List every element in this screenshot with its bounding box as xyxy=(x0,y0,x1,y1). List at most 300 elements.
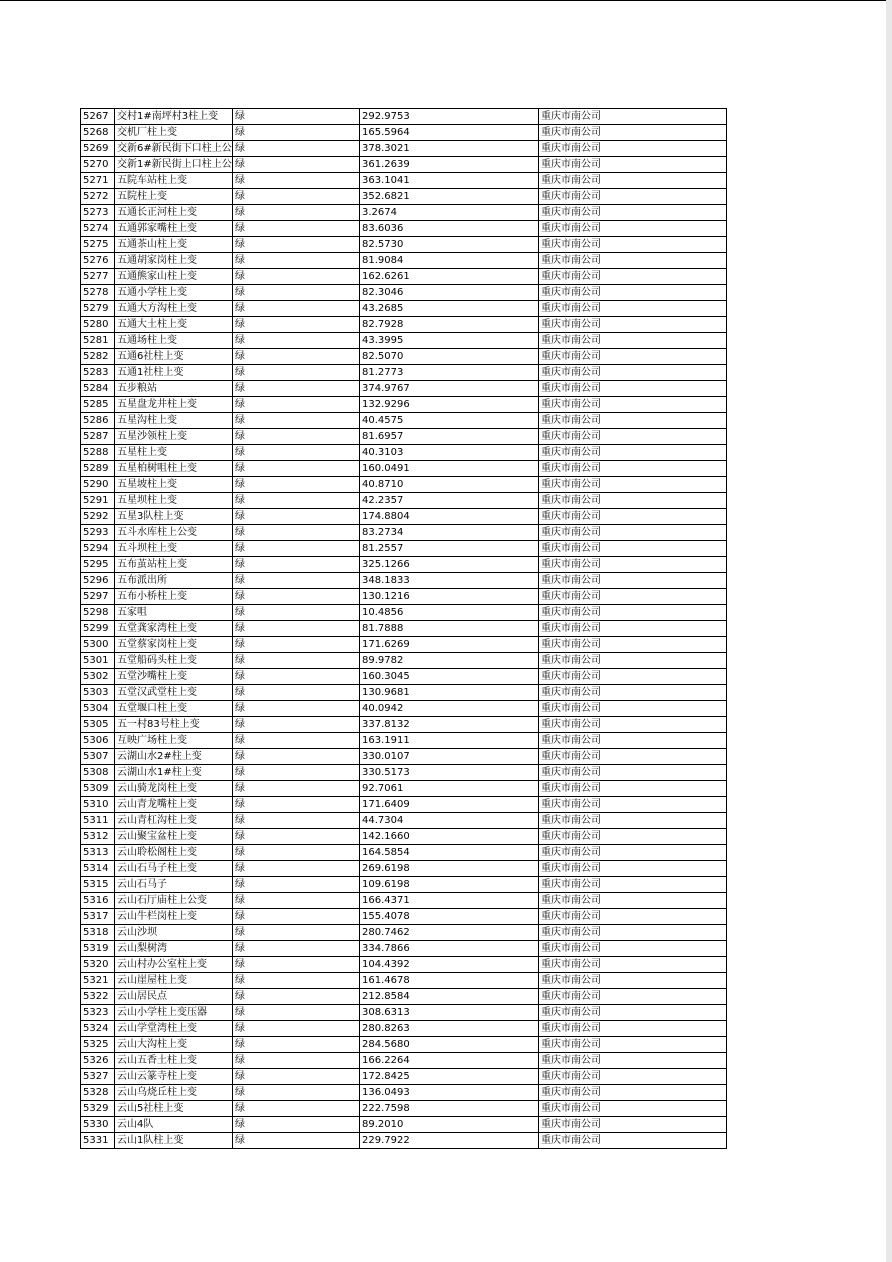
row-id-cell: 5294 xyxy=(81,541,115,557)
status-cell: 绿 xyxy=(233,749,360,765)
value-cell: 92.7061 xyxy=(360,781,539,797)
row-id-cell: 5303 xyxy=(81,685,115,701)
company-cell: 重庆市南公司 xyxy=(539,813,727,829)
value-cell: 361.2639 xyxy=(360,157,539,173)
table-row xyxy=(81,637,727,653)
station-name-cell: 云山1队柱上变 xyxy=(115,1133,233,1149)
table-row xyxy=(81,349,727,365)
table-row xyxy=(81,205,727,221)
value-cell: 363.1041 xyxy=(360,173,539,189)
company-cell: 重庆市南公司 xyxy=(539,285,727,301)
status-cell: 绿 xyxy=(233,1085,360,1101)
status-cell: 绿 xyxy=(233,173,360,189)
value-cell: 337.8132 xyxy=(360,717,539,733)
table-row xyxy=(81,301,727,317)
status-cell: 绿 xyxy=(233,365,360,381)
value-cell: 82.3046 xyxy=(360,285,539,301)
top-border-line xyxy=(0,0,892,1)
company-cell: 重庆市南公司 xyxy=(539,317,727,333)
table-row xyxy=(81,1037,727,1053)
row-id-cell: 5319 xyxy=(81,941,115,957)
row-id-cell: 5313 xyxy=(81,845,115,861)
table-row xyxy=(81,653,727,669)
company-cell: 重庆市南公司 xyxy=(539,893,727,909)
company-cell: 重庆市南公司 xyxy=(539,525,727,541)
status-cell: 绿 xyxy=(233,1037,360,1053)
status-cell: 绿 xyxy=(233,765,360,781)
table-row xyxy=(81,781,727,797)
value-cell: 81.9084 xyxy=(360,253,539,269)
company-cell: 重庆市南公司 xyxy=(539,157,727,173)
row-id-cell: 5308 xyxy=(81,765,115,781)
table-row xyxy=(81,173,727,189)
company-cell: 重庆市南公司 xyxy=(539,365,727,381)
company-cell: 重庆市南公司 xyxy=(539,733,727,749)
table-row xyxy=(81,1133,727,1149)
company-cell: 重庆市南公司 xyxy=(539,605,727,621)
station-name-cell: 云山石厅庙柱上公变 xyxy=(115,893,233,909)
station-name-cell: 云山居民点 xyxy=(115,989,233,1005)
company-cell: 重庆市南公司 xyxy=(539,765,727,781)
row-id-cell: 5292 xyxy=(81,509,115,525)
station-name-cell: 云山牛栏岗柱上变 xyxy=(115,909,233,925)
company-cell: 重庆市南公司 xyxy=(539,253,727,269)
row-id-cell: 5288 xyxy=(81,445,115,461)
table-row xyxy=(81,973,727,989)
status-cell: 绿 xyxy=(233,189,360,205)
value-cell: 160.0491 xyxy=(360,461,539,477)
value-cell: 280.7462 xyxy=(360,925,539,941)
row-id-cell: 5322 xyxy=(81,989,115,1005)
row-id-cell: 5269 xyxy=(81,141,115,157)
station-name-cell: 五通大方沟柱上变 xyxy=(115,301,233,317)
station-name-cell: 五星沟柱上变 xyxy=(115,413,233,429)
status-cell: 绿 xyxy=(233,413,360,429)
station-name-cell: 云山石马子 xyxy=(115,877,233,893)
station-name-cell: 五星柏树咀柱上变 xyxy=(115,461,233,477)
company-cell: 重庆市南公司 xyxy=(539,557,727,573)
station-name-cell: 五星盘龙井柱上变 xyxy=(115,397,233,413)
table-row xyxy=(81,717,727,733)
value-cell: 348.1833 xyxy=(360,573,539,589)
table-row xyxy=(81,541,727,557)
row-id-cell: 5318 xyxy=(81,925,115,941)
company-cell: 重庆市南公司 xyxy=(539,189,727,205)
table-row xyxy=(81,1021,727,1037)
table-row xyxy=(81,669,727,685)
row-id-cell: 5327 xyxy=(81,1069,115,1085)
table-row xyxy=(81,605,727,621)
table-row xyxy=(81,429,727,445)
company-cell: 重庆市南公司 xyxy=(539,781,727,797)
company-cell: 重庆市南公司 xyxy=(539,493,727,509)
status-cell: 绿 xyxy=(233,573,360,589)
row-id-cell: 5314 xyxy=(81,861,115,877)
company-cell: 重庆市南公司 xyxy=(539,829,727,845)
value-cell: 83.2734 xyxy=(360,525,539,541)
table-row xyxy=(81,269,727,285)
value-cell: 40.3103 xyxy=(360,445,539,461)
value-cell: 325.1266 xyxy=(360,557,539,573)
table-row xyxy=(81,109,727,125)
table-row xyxy=(81,381,727,397)
value-cell: 378.3021 xyxy=(360,141,539,157)
station-name-cell: 云山小学柱上变压器 xyxy=(115,1005,233,1021)
status-cell: 绿 xyxy=(233,237,360,253)
company-cell: 重庆市南公司 xyxy=(539,1133,727,1149)
value-cell: 171.6269 xyxy=(360,637,539,653)
row-id-cell: 5297 xyxy=(81,589,115,605)
value-cell: 165.5964 xyxy=(360,125,539,141)
company-cell: 重庆市南公司 xyxy=(539,477,727,493)
status-cell: 绿 xyxy=(233,221,360,237)
table-row xyxy=(81,285,727,301)
status-cell: 绿 xyxy=(233,909,360,925)
row-id-cell: 5323 xyxy=(81,1005,115,1021)
company-cell: 重庆市南公司 xyxy=(539,797,727,813)
row-id-cell: 5287 xyxy=(81,429,115,445)
table-row xyxy=(81,941,727,957)
company-cell: 重庆市南公司 xyxy=(539,429,727,445)
table-row xyxy=(81,445,727,461)
value-cell: 284.5680 xyxy=(360,1037,539,1053)
station-name-cell: 五步粮站 xyxy=(115,381,233,397)
status-cell: 绿 xyxy=(233,861,360,877)
status-cell: 绿 xyxy=(233,157,360,173)
company-cell: 重庆市南公司 xyxy=(539,1101,727,1117)
table-row xyxy=(81,925,727,941)
station-name-cell: 五布小桥柱上变 xyxy=(115,589,233,605)
station-name-cell: 五通场柱上变 xyxy=(115,333,233,349)
company-cell: 重庆市南公司 xyxy=(539,1053,727,1069)
station-name-cell: 五堂汉武堂柱上变 xyxy=(115,685,233,701)
station-name-cell: 五星柱上变 xyxy=(115,445,233,461)
row-id-cell: 5279 xyxy=(81,301,115,317)
station-name-cell: 交村1#南坪村3柱上变 xyxy=(115,109,233,125)
company-cell: 重庆市南公司 xyxy=(539,301,727,317)
company-cell: 重庆市南公司 xyxy=(539,669,727,685)
table-row xyxy=(81,557,727,573)
row-id-cell: 5267 xyxy=(81,109,115,125)
company-cell: 重庆市南公司 xyxy=(539,381,727,397)
station-name-cell: 五院柱上变 xyxy=(115,189,233,205)
status-cell: 绿 xyxy=(233,717,360,733)
table-row xyxy=(81,733,727,749)
table-row xyxy=(81,797,727,813)
company-cell: 重庆市南公司 xyxy=(539,957,727,973)
row-id-cell: 5309 xyxy=(81,781,115,797)
company-cell: 重庆市南公司 xyxy=(539,445,727,461)
value-cell: 130.1216 xyxy=(360,589,539,605)
station-name-cell: 云山青龙嘴柱上变 xyxy=(115,797,233,813)
table-row xyxy=(81,573,727,589)
station-name-cell: 互映广场柱上变 xyxy=(115,733,233,749)
station-name-cell: 云山4队 xyxy=(115,1117,233,1133)
table-row xyxy=(81,525,727,541)
row-id-cell: 5272 xyxy=(81,189,115,205)
station-name-cell: 云山学堂湾柱上变 xyxy=(115,1021,233,1037)
status-cell: 绿 xyxy=(233,125,360,141)
value-cell: 81.2773 xyxy=(360,365,539,381)
value-cell: 40.8710 xyxy=(360,477,539,493)
value-cell: 374.9767 xyxy=(360,381,539,397)
row-id-cell: 5271 xyxy=(81,173,115,189)
station-name-cell: 五布派出所 xyxy=(115,573,233,589)
company-cell: 重庆市南公司 xyxy=(539,1069,727,1085)
station-name-cell: 交机厂柱上变 xyxy=(115,125,233,141)
company-cell: 重庆市南公司 xyxy=(539,989,727,1005)
value-cell: 109.6198 xyxy=(360,877,539,893)
status-cell: 绿 xyxy=(233,1069,360,1085)
status-cell: 绿 xyxy=(233,973,360,989)
table-row xyxy=(81,829,727,845)
value-cell: 82.7928 xyxy=(360,317,539,333)
station-name-cell: 云山云篆寺柱上变 xyxy=(115,1069,233,1085)
station-name-cell: 云山大沟柱上变 xyxy=(115,1037,233,1053)
value-cell: 292.9753 xyxy=(360,109,539,125)
table-row xyxy=(81,141,727,157)
value-cell: 42.2357 xyxy=(360,493,539,509)
row-id-cell: 5270 xyxy=(81,157,115,173)
row-id-cell: 5317 xyxy=(81,909,115,925)
company-cell: 重庆市南公司 xyxy=(539,621,727,637)
company-cell: 重庆市南公司 xyxy=(539,925,727,941)
status-cell: 绿 xyxy=(233,445,360,461)
table-row xyxy=(81,989,727,1005)
value-cell: 334.7866 xyxy=(360,941,539,957)
status-cell: 绿 xyxy=(233,653,360,669)
company-cell: 重庆市南公司 xyxy=(539,637,727,653)
row-id-cell: 5282 xyxy=(81,349,115,365)
company-cell: 重庆市南公司 xyxy=(539,909,727,925)
value-cell: 43.2685 xyxy=(360,301,539,317)
station-name-cell: 云山五香土柱上变 xyxy=(115,1053,233,1069)
station-name-cell: 五斗坝柱上变 xyxy=(115,541,233,557)
value-cell: 352.6821 xyxy=(360,189,539,205)
status-cell: 绿 xyxy=(233,797,360,813)
value-cell: 330.0107 xyxy=(360,749,539,765)
table-row xyxy=(81,589,727,605)
table-row xyxy=(81,685,727,701)
table-row xyxy=(81,1005,727,1021)
status-cell: 绿 xyxy=(233,333,360,349)
table-row xyxy=(81,957,727,973)
company-cell: 重庆市南公司 xyxy=(539,653,727,669)
company-cell: 重庆市南公司 xyxy=(539,701,727,717)
table-row xyxy=(81,1101,727,1117)
row-id-cell: 5285 xyxy=(81,397,115,413)
station-name-cell: 五星沙领柱上变 xyxy=(115,429,233,445)
status-cell: 绿 xyxy=(233,301,360,317)
row-id-cell: 5276 xyxy=(81,253,115,269)
row-id-cell: 5268 xyxy=(81,125,115,141)
table-row xyxy=(81,237,727,253)
status-cell: 绿 xyxy=(233,845,360,861)
value-cell: 40.0942 xyxy=(360,701,539,717)
table-row xyxy=(81,861,727,877)
value-cell: 164.5854 xyxy=(360,845,539,861)
table-row xyxy=(81,461,727,477)
data-table xyxy=(80,108,727,1149)
status-cell: 绿 xyxy=(233,317,360,333)
company-cell: 重庆市南公司 xyxy=(539,333,727,349)
table-row xyxy=(81,1069,727,1085)
row-id-cell: 5320 xyxy=(81,957,115,973)
station-name-cell: 云山梨树湾 xyxy=(115,941,233,957)
row-id-cell: 5316 xyxy=(81,893,115,909)
status-cell: 绿 xyxy=(233,509,360,525)
company-cell: 重庆市南公司 xyxy=(539,205,727,221)
station-name-cell: 五通1社柱上变 xyxy=(115,365,233,381)
value-cell: 161.4678 xyxy=(360,973,539,989)
status-cell: 绿 xyxy=(233,957,360,973)
table-row xyxy=(81,221,727,237)
station-name-cell: 五通6社柱上变 xyxy=(115,349,233,365)
row-id-cell: 5307 xyxy=(81,749,115,765)
company-cell: 重庆市南公司 xyxy=(539,1037,727,1053)
value-cell: 229.7922 xyxy=(360,1133,539,1149)
company-cell: 重庆市南公司 xyxy=(539,541,727,557)
value-cell: 82.5730 xyxy=(360,237,539,253)
table-row xyxy=(81,125,727,141)
status-cell: 绿 xyxy=(233,109,360,125)
value-cell: 3.2674 xyxy=(360,205,539,221)
status-cell: 绿 xyxy=(233,525,360,541)
company-cell: 重庆市南公司 xyxy=(539,461,727,477)
value-cell: 280.8263 xyxy=(360,1021,539,1037)
station-name-cell: 五通茶山柱上变 xyxy=(115,237,233,253)
station-name-cell: 五通大土柱上变 xyxy=(115,317,233,333)
station-name-cell: 五院车站柱上变 xyxy=(115,173,233,189)
table-row xyxy=(81,701,727,717)
station-name-cell: 云山沙坝 xyxy=(115,925,233,941)
company-cell: 重庆市南公司 xyxy=(539,1021,727,1037)
status-cell: 绿 xyxy=(233,253,360,269)
company-cell: 重庆市南公司 xyxy=(539,589,727,605)
value-cell: 40.4575 xyxy=(360,413,539,429)
value-cell: 130.9681 xyxy=(360,685,539,701)
company-cell: 重庆市南公司 xyxy=(539,141,727,157)
company-cell: 重庆市南公司 xyxy=(539,221,727,237)
value-cell: 212.8584 xyxy=(360,989,539,1005)
status-cell: 绿 xyxy=(233,141,360,157)
table-row xyxy=(81,877,727,893)
value-cell: 132.9296 xyxy=(360,397,539,413)
row-id-cell: 5310 xyxy=(81,797,115,813)
table-row xyxy=(81,477,727,493)
table-row xyxy=(81,189,727,205)
row-id-cell: 5280 xyxy=(81,317,115,333)
station-name-cell: 云山崖屋柱上变 xyxy=(115,973,233,989)
row-id-cell: 5289 xyxy=(81,461,115,477)
table-row xyxy=(81,509,727,525)
row-id-cell: 5331 xyxy=(81,1133,115,1149)
station-name-cell: 云山乌烧丘柱上变 xyxy=(115,1085,233,1101)
row-id-cell: 5277 xyxy=(81,269,115,285)
station-name-cell: 五堂蔡家岗柱上变 xyxy=(115,637,233,653)
station-name-cell: 云山5社柱上变 xyxy=(115,1101,233,1117)
row-id-cell: 5295 xyxy=(81,557,115,573)
status-cell: 绿 xyxy=(233,477,360,493)
station-name-cell: 五布茧站柱上变 xyxy=(115,557,233,573)
row-id-cell: 5329 xyxy=(81,1101,115,1117)
company-cell: 重庆市南公司 xyxy=(539,397,727,413)
status-cell: 绿 xyxy=(233,989,360,1005)
value-cell: 269.6198 xyxy=(360,861,539,877)
table-row xyxy=(81,909,727,925)
row-id-cell: 5315 xyxy=(81,877,115,893)
value-cell: 104.4392 xyxy=(360,957,539,973)
value-cell: 160.3045 xyxy=(360,669,539,685)
status-cell: 绿 xyxy=(233,381,360,397)
table-row xyxy=(81,1085,727,1101)
company-cell: 重庆市南公司 xyxy=(539,173,727,189)
status-cell: 绿 xyxy=(233,1053,360,1069)
table-row xyxy=(81,813,727,829)
status-cell: 绿 xyxy=(233,429,360,445)
row-id-cell: 5311 xyxy=(81,813,115,829)
value-cell: 166.2264 xyxy=(360,1053,539,1069)
station-name-cell: 五通熊家山柱上变 xyxy=(115,269,233,285)
row-id-cell: 5326 xyxy=(81,1053,115,1069)
value-cell: 81.7888 xyxy=(360,621,539,637)
value-cell: 89.2010 xyxy=(360,1117,539,1133)
row-id-cell: 5299 xyxy=(81,621,115,637)
company-cell: 重庆市南公司 xyxy=(539,845,727,861)
table-row xyxy=(81,413,727,429)
station-name-cell: 五堂船码头柱上变 xyxy=(115,653,233,669)
station-name-cell: 五通郭家嘴柱上变 xyxy=(115,221,233,237)
value-cell: 10.4856 xyxy=(360,605,539,621)
station-name-cell: 云山村办公室柱上变 xyxy=(115,957,233,973)
status-cell: 绿 xyxy=(233,541,360,557)
company-cell: 重庆市南公司 xyxy=(539,717,727,733)
row-id-cell: 5290 xyxy=(81,477,115,493)
value-cell: 89.9782 xyxy=(360,653,539,669)
row-id-cell: 5325 xyxy=(81,1037,115,1053)
status-cell: 绿 xyxy=(233,205,360,221)
value-cell: 81.2557 xyxy=(360,541,539,557)
station-name-cell: 云湖山水2#柱上变 xyxy=(115,749,233,765)
status-cell: 绿 xyxy=(233,1101,360,1117)
company-cell: 重庆市南公司 xyxy=(539,269,727,285)
station-name-cell: 五斗水库柱上公变 xyxy=(115,525,233,541)
company-cell: 重庆市南公司 xyxy=(539,109,727,125)
status-cell: 绿 xyxy=(233,669,360,685)
row-id-cell: 5324 xyxy=(81,1021,115,1037)
row-id-cell: 5296 xyxy=(81,573,115,589)
table-row xyxy=(81,493,727,509)
value-cell: 308.6313 xyxy=(360,1005,539,1021)
row-id-cell: 5300 xyxy=(81,637,115,653)
value-cell: 162.6261 xyxy=(360,269,539,285)
company-cell: 重庆市南公司 xyxy=(539,1117,727,1133)
status-cell: 绿 xyxy=(233,637,360,653)
station-name-cell: 云山石马子柱上变 xyxy=(115,861,233,877)
table-body xyxy=(81,109,727,1149)
company-cell: 重庆市南公司 xyxy=(539,237,727,253)
status-cell: 绿 xyxy=(233,925,360,941)
status-cell: 绿 xyxy=(233,557,360,573)
status-cell: 绿 xyxy=(233,701,360,717)
status-cell: 绿 xyxy=(233,877,360,893)
station-name-cell: 云山青杠沟柱上变 xyxy=(115,813,233,829)
status-cell: 绿 xyxy=(233,397,360,413)
value-cell: 44.7304 xyxy=(360,813,539,829)
value-cell: 222.7598 xyxy=(360,1101,539,1117)
status-cell: 绿 xyxy=(233,893,360,909)
table-row xyxy=(81,749,727,765)
